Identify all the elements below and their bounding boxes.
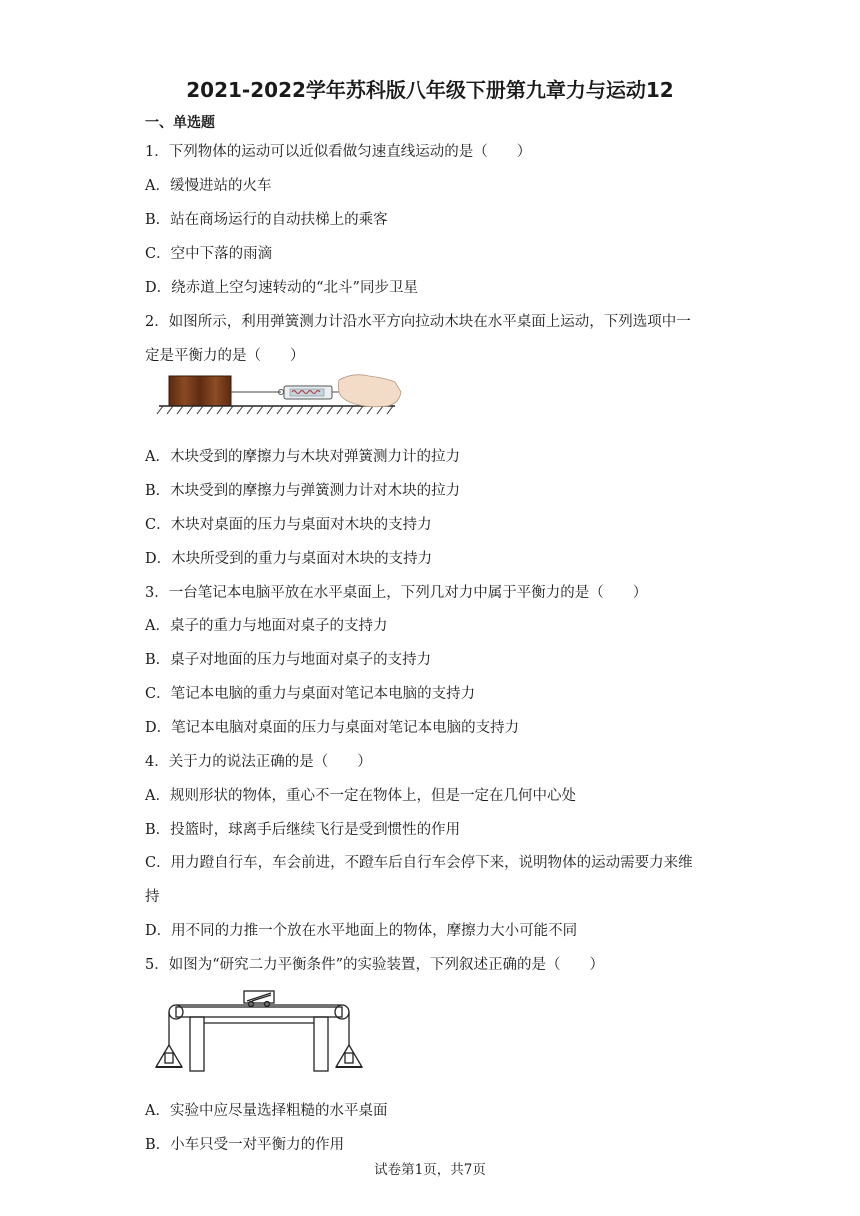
q4-option-c-line2: 持 (145, 889, 160, 905)
q3-stem: 3．一台笔记本电脑平放在水平桌面上，下列几对力中属于平衡力的是（ ） (145, 585, 648, 601)
page-title: 2021-2022学年苏科版八年级下册第九章力与运动12 (186, 78, 674, 102)
q1-option-b: B．站在商场运行的自动扶梯上的乘客 (145, 212, 388, 228)
q3-option-c: C．笔记本电脑的重力与桌面对笔记本电脑的支持力 (145, 686, 476, 702)
q1-option-d: D．绕赤道上空匀速转动的“北斗”同步卫星 (145, 280, 418, 296)
q3-option-d: D．笔记本电脑对桌面的压力与桌面对笔记本电脑的支持力 (145, 720, 520, 736)
q1-option-a: A．缓慢进站的火车 (145, 178, 272, 194)
q2-stem-line1: 2．如图所示，利用弹簧测力计沿水平方向拉动木块在水平桌面上运动，下列选项中一 (145, 314, 691, 330)
q2-option-a: A．木块受到的摩擦力与木块对弹簧测力计的拉力 (145, 449, 460, 465)
table-hatching (157, 406, 393, 414)
q3-option-a: A．桌子的重力与地面对桌子的支持力 (145, 618, 388, 634)
q4-option-c-line1: C．用力蹬自行车，车会前进，不蹬车后自行车会停下来，说明物体的运动需要力来维 (145, 855, 693, 871)
q2-option-d: D．木块所受到的重力与桌面对木块的支持力 (145, 551, 433, 567)
page-footer: 试卷第1页，共7页 (374, 1162, 486, 1178)
q1-stem: 1．下列物体的运动可以近似看做匀速直线运动的是（ ） (145, 144, 532, 160)
q5-option-b: B．小车只受一对平衡力的作用 (145, 1137, 345, 1153)
q4-option-a: A．规则形状的物体，重心不一定在物体上，但是一定在几何中心处 (145, 788, 576, 804)
q4-stem: 4．关于力的说法正确的是（ ） (145, 754, 372, 770)
tabletop (176, 1007, 342, 1017)
wood-block (169, 376, 231, 406)
q5-option-a: A．实验中应尽量选择粗糙的水平桌面 (145, 1103, 388, 1119)
q2-option-b: B．木块受到的摩擦力与弹簧测力计对木块的拉力 (145, 483, 461, 499)
section-heading: 一、单选题 (145, 115, 215, 131)
q1-option-c: C．空中下落的雨滴 (145, 246, 273, 262)
q5-stem: 5．如图为“研究二力平衡条件”的实验装置，下列叙述正确的是（ ） (145, 957, 605, 973)
q5-figure-two-force-apparatus (150, 985, 370, 1081)
q2-option-c: C．木块对桌面的压力与桌面对木块的支持力 (145, 517, 432, 533)
q2-stem-line2: 定是平衡力的是（ ） (145, 348, 305, 364)
weight-hanger-right (336, 1045, 362, 1067)
q4-option-b: B．投篮时，球离手后继续飞行是受到惯性的作用 (145, 822, 461, 838)
table-leg-left (190, 1017, 204, 1071)
table-leg-right (314, 1017, 328, 1071)
q2-figure-block-spring-scale (155, 372, 405, 420)
hand (338, 375, 401, 407)
q4-option-d: D．用不同的力推一个放在水平地面上的物体，摩擦力大小可能不同 (145, 923, 578, 939)
weight-hanger-left (156, 1045, 182, 1067)
q3-option-b: B．桌子对地面的压力与地面对桌子的支持力 (145, 652, 432, 668)
